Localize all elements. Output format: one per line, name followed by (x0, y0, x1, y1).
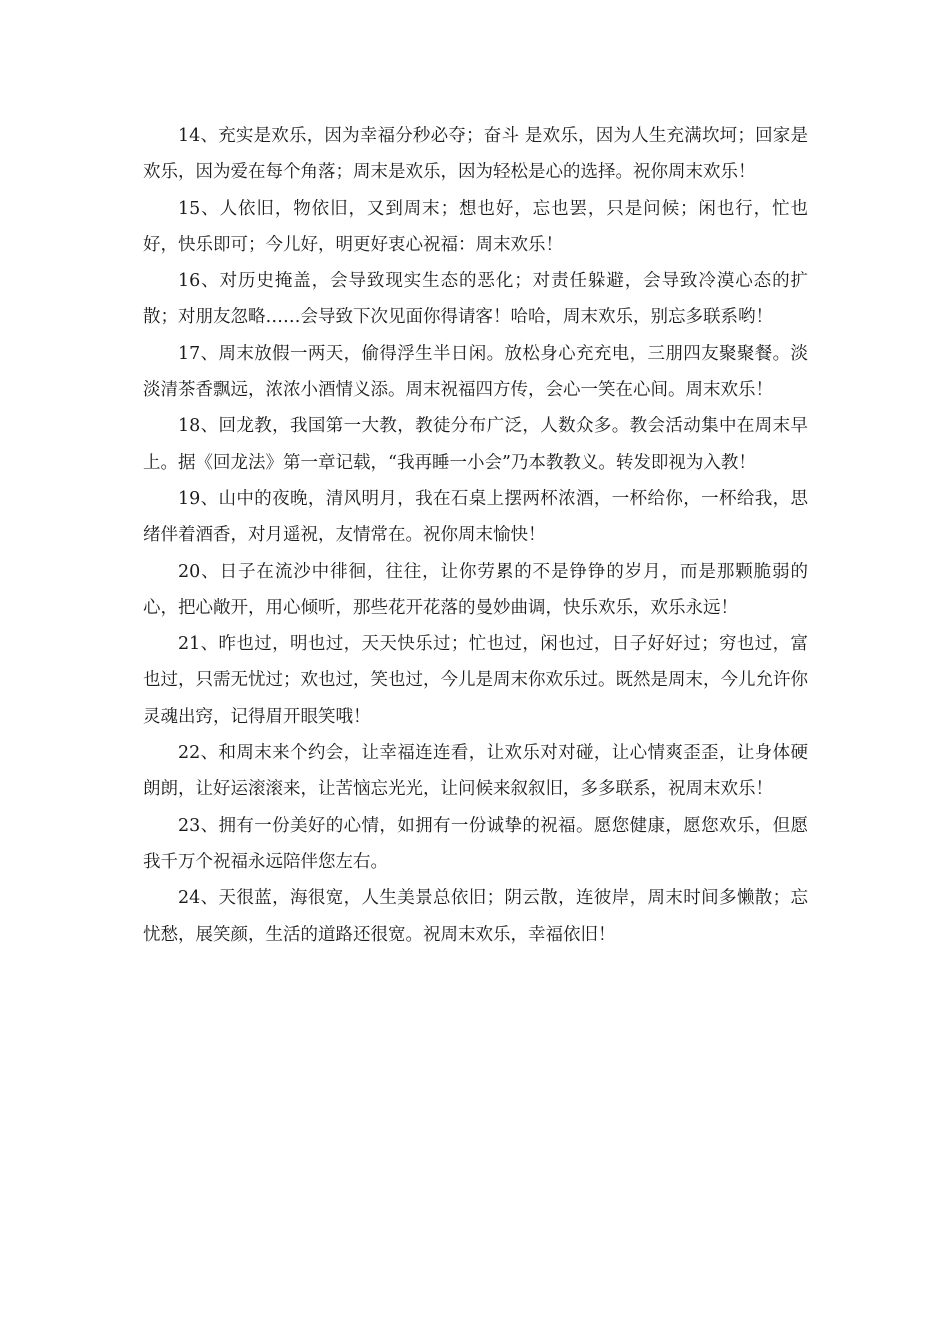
paragraph-16: 16、对历史掩盖，会导致现实生态的恶化；对责任躲避，会导致冷漠心态的扩散；对朋友忽略……会导致下次见面你得请客！哈哈，周末欢乐，别忘多联系哟！ (143, 271, 808, 328)
paragraph-14: 14、充实是欢乐，因为幸福分秒必夺；奋斗 是欢乐，因为人生充满坎坷；回家是欢乐，因为爱在每个角落；周末是欢乐，因为轻松是心的选择。祝你周末欢乐！ (143, 126, 808, 183)
paragraph-23: 23、拥有一份美好的心情，如拥有一份诚挚的祝福。愿您健康，愿您欢乐，但愿我千万个祝福永远陪伴您左右。 (143, 815, 808, 872)
paragraph-19: 19、山中的夜晚，清风明月，我在石桌上摆两杯浓酒，一杯给你，一杯给我，思绪伴着酒香，对月遥祝，友情常在。祝你周末愉快！ (143, 488, 808, 546)
paragraph-22: 22、和周末来个约会，让幸福连连看，让欢乐对对碰，让心情爽歪歪，让身体硬朗朗，让好运滚滚来，让苦恼忘光光，让问候来叙叙旧，多多联系，祝周末欢乐！ (143, 743, 808, 800)
paragraph-21: 21、昨也过，明也过，天天快乐过；忙也过，闲也过，日子好好过；穷也过，富也过，只需无忧过；欢也过，笑也过，今儿是周末你欢乐过。既然是周末，今儿允许你灵魂出窍，记得眉开眼笑哦！ (143, 634, 808, 727)
paragraph-15: 15、人依旧，物依旧，又到周末；想也好，忘也罢，只是问候；闲也行，忙也好，快乐即可；今儿好，明更好衷心祝福：周末欢乐！ (143, 198, 808, 255)
paragraph-18: 18、回龙教，我国第一大教，教徒分布广泛，人数众多。教会活动集中在周末早上。据《回龙法》第一章记载，“我再睡一小会”乃本教教义。转发即视为入教！ (143, 416, 808, 473)
paragraph-17: 17、周末放假一两天，偷得浮生半日闲。放松身心充充电，三朋四友聚聚餐。淡淡清茶香飘远，浓浓小酒情义添。周末祝福四方传，会心一笑在心间。周末欢乐！ (143, 343, 808, 401)
paragraph-24: 24、天很蓝，海很宽，人生美景总依旧；阴云散，连彼岸，周末时间多懒散；忘忧愁，展笑颜，生活的道路还很宽。祝周末欢乐，幸福依旧！ (143, 888, 808, 945)
paragraph-20: 20、日子在流沙中徘徊，往往，让你劳累的不是铮铮的岁月，而是那颗脆弱的心，把心敞开，用心倾听，那些花开花落的曼妙曲调，快乐欢乐，欢乐永远！ (143, 561, 808, 618)
document-body (143, 118, 808, 953)
